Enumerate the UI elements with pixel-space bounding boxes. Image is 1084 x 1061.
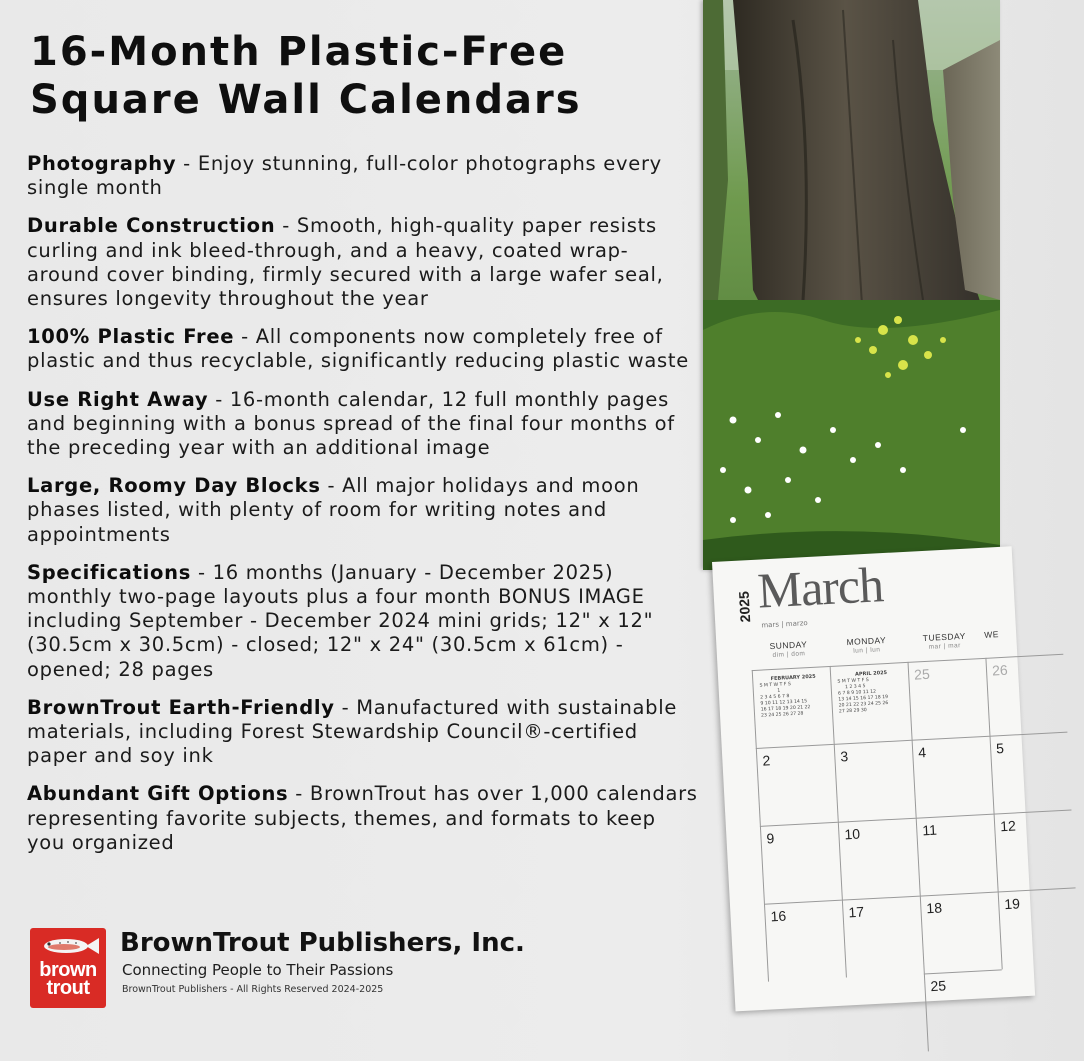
mini-calendar-april: APRIL 2025 S M T W T F S 1 2 3 4 5 6 7 8 9 10 11 12 13 14 15 16 17 18 19 20 21 22 23 24 25 26 27 28 29 30	[837, 669, 907, 715]
feature-heading: BrownTrout Earth-Friendly	[27, 695, 335, 719]
feature-item	[27, 214, 699, 311]
day-number: 18	[925, 899, 943, 917]
feature-item	[27, 152, 699, 200]
feature-item	[27, 325, 699, 373]
title-line-2: Square Wall Calendars	[30, 77, 582, 123]
day-number: 9	[766, 830, 775, 847]
feature-heading: Durable Construction	[27, 214, 276, 238]
day-number: 5	[995, 739, 1005, 757]
day-sub: dim | dom	[772, 650, 806, 659]
calendar-cell	[916, 814, 998, 896]
day-header-sunday	[750, 638, 827, 660]
title-line-1: 16-Month Plastic-Free	[30, 29, 568, 75]
feature-text: - Manufactured with sustainable materials, including Forest Stewardship Council®-certified paper and soy ink	[27, 695, 678, 768]
feature-heading: 100% Plastic Free	[27, 325, 235, 349]
feature-heading: Large, Roomy Day Blocks	[27, 474, 321, 498]
day-header-tuesday	[906, 630, 983, 652]
publisher-tagline: Connecting People to Their Passions	[122, 961, 394, 979]
feature-heading: Specifications	[27, 560, 192, 584]
mini-dow: S M T W T F S	[837, 677, 869, 685]
day-number: 25	[913, 665, 931, 683]
day-number: 25	[930, 977, 947, 995]
mini-title: APRIL 2025	[854, 669, 888, 678]
calendar-year: 2025	[735, 590, 754, 623]
feature-heading: Use Right Away	[27, 387, 209, 411]
day-name: TUESDAY	[922, 630, 966, 644]
calendar-cell	[994, 810, 1076, 892]
tree-meadow-photo	[703, 0, 1000, 570]
calendar-cell	[907, 658, 989, 740]
day-number: 4	[917, 744, 927, 761]
feature-item	[27, 782, 699, 855]
feature-text: - All components now completely free of plastic and thus recyclable, significantly reducing plastic waste	[27, 325, 689, 373]
feature-item	[27, 388, 699, 461]
day-number: 19	[1003, 895, 1021, 913]
day-number: 3	[839, 748, 849, 765]
calendar-cell	[842, 896, 924, 978]
calendar-page	[712, 546, 1035, 1011]
day-number: 10	[844, 825, 861, 843]
feature-text: - 16-month calendar, 12 full monthly pages and beginning with a bonus spread of the final four months of the preceding year with an additional image	[27, 387, 675, 460]
calendar-cell	[752, 666, 834, 748]
day-number: 16	[770, 907, 787, 925]
mini-dow: S M T W T F S	[759, 682, 792, 689]
day-sub: mar | mar	[928, 642, 961, 651]
day-number: 2	[762, 752, 771, 769]
trout-icon	[36, 934, 100, 958]
mini-calendar-february: FEBRUARY 2025 S M T W T F S 1 2 3 4 5 6 7 8 9 10 11 12 13 14 15 16 17 18 19 20 21 22 23 24 25 26 27 28	[759, 673, 829, 719]
calendar-cell	[830, 662, 912, 744]
feature-text: - Enjoy stunning, full-color photographs every single month	[27, 152, 662, 200]
day-name: WE	[983, 629, 1000, 640]
calendar-cell	[764, 900, 846, 982]
calendar-month-sub: mars | marzo	[761, 619, 808, 630]
calendar-cell	[838, 818, 920, 900]
day-sub: lun | lun	[853, 646, 881, 655]
calendar-cell	[760, 822, 842, 904]
calendar-cell	[998, 887, 1080, 969]
feature-item	[27, 561, 699, 682]
feature-heading: Photography	[27, 152, 177, 175]
logo-text-brown: brown	[39, 959, 97, 981]
feature-list	[27, 152, 699, 869]
feature-heading: Abundant Gift Options	[27, 782, 289, 806]
publisher-block	[30, 928, 690, 1000]
calendar-cell	[924, 969, 1006, 1051]
feature-item	[27, 474, 699, 547]
feature-text: - Smooth, high-quality paper resists curling and ink bleed-through, and a heavy, coated wrap-around cover binding, firmly secured with a large wafer seal, ensures longevity throughout the year	[27, 214, 664, 311]
day-number: 26	[991, 661, 1009, 679]
calendar-cell	[912, 736, 994, 818]
browntrout-logo	[30, 928, 106, 1008]
calendar-cell	[920, 892, 1002, 974]
day-number: 12	[999, 817, 1017, 835]
calendar-month: March	[756, 556, 885, 619]
day-number: 11	[921, 821, 938, 839]
calendar-cell	[834, 740, 916, 822]
feature-text: - 16 months (January - December 2025) monthly two-page layouts plus a four month BONUS IMAGE including September - December 2024 mini grids; 12" x 12" (30.5cm x 30.5cm) - closed; 12" x 24" (30.5cm x 61cm) - opened; 28 pages	[27, 560, 654, 681]
calendar-cell	[989, 732, 1071, 814]
day-header-wednesday	[984, 626, 1060, 640]
day-header-monday	[828, 634, 905, 656]
calendar-cell	[985, 654, 1067, 736]
logo-text-trout: trout	[46, 977, 90, 999]
feature-text: - BrownTrout has over 1,000 calendars representing favorite subjects, themes, and formats to keep you organized	[27, 782, 698, 854]
feature-item	[27, 696, 699, 769]
day-name: MONDAY	[846, 634, 887, 648]
feature-text: - All major holidays and moon phases listed, with plenty of room for writing notes and appointments	[27, 474, 640, 546]
publisher-copyright: BrownTrout Publishers - All Rights Reserved 2024-2025	[122, 984, 384, 995]
day-name: SUNDAY	[769, 639, 808, 652]
calendar-cell	[756, 744, 838, 826]
day-number: 17	[848, 903, 865, 921]
publisher-name: BrownTrout Publishers, Inc.	[120, 928, 525, 958]
cover-photo	[703, 0, 1000, 570]
mini-title: FEBRUARY 2025	[770, 673, 816, 683]
page-title	[30, 28, 582, 124]
